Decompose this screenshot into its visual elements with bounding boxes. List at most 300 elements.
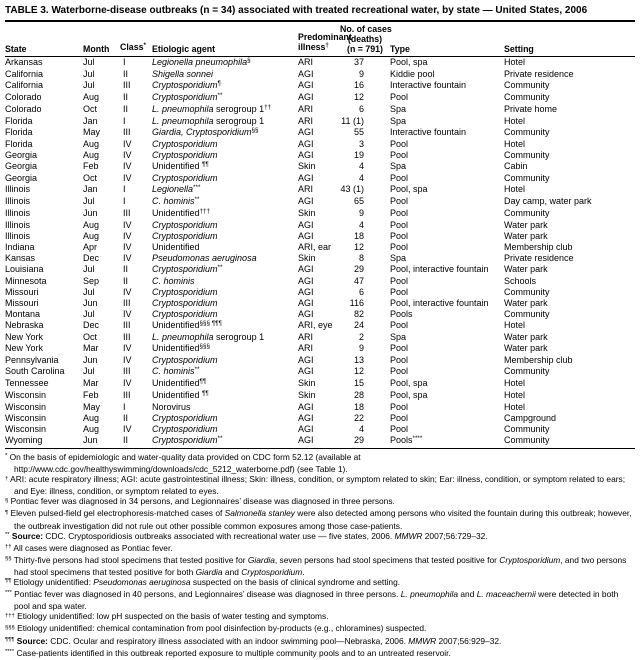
cell-class xyxy=(120,80,152,92)
text-segment: Dec xyxy=(83,253,100,263)
text-segment: 65 xyxy=(353,196,364,206)
text-segment: AGI xyxy=(298,173,314,183)
footnote xyxy=(5,611,635,623)
text-segment: Cryptosporidium xyxy=(152,298,218,308)
cell-class xyxy=(120,355,152,366)
column-header-type xyxy=(390,21,504,57)
text-segment: Pool xyxy=(390,139,409,149)
cell-illness xyxy=(298,92,340,104)
cell-month xyxy=(83,92,120,104)
cell-type xyxy=(390,80,504,92)
text-segment: Hotel xyxy=(504,139,526,149)
cell-state xyxy=(5,80,83,92)
text-segment: (deaths) xyxy=(347,34,383,44)
cell-state xyxy=(5,127,83,139)
footnote xyxy=(5,555,635,577)
text-segment: Cabin xyxy=(504,161,528,171)
text-segment: On the basis of epidemiologic and water-quality data provided on CDC form 52.12 (available at http://www.cdc.gov/healthyswimming/downloads/cdc_5212_waterborne.pdf) (see Table 1). xyxy=(9,452,361,475)
text-segment: ARI xyxy=(298,57,314,67)
cell-month xyxy=(83,231,120,242)
cell-setting xyxy=(504,80,635,92)
text-segment: Community xyxy=(504,309,550,319)
cell-month xyxy=(83,161,120,173)
text-segment: IV xyxy=(123,309,132,319)
cell-agent xyxy=(152,161,298,173)
cell-illness xyxy=(298,253,340,264)
cell-state xyxy=(5,332,83,343)
cell-month xyxy=(83,69,120,80)
cell-class xyxy=(120,253,152,264)
text-segment: CDC. Ocular and respiratory illness associated with an indoor swimming pool—Nebraska, 2006. xyxy=(47,635,409,646)
text-segment: Georgia xyxy=(5,161,38,171)
cell-type xyxy=(390,309,504,320)
cell-type xyxy=(390,435,504,449)
text-segment: Setting xyxy=(504,44,534,54)
cell-illness xyxy=(298,276,340,287)
text-segment: Unidentified xyxy=(152,390,203,400)
cell-cases xyxy=(340,104,390,116)
text-segment: California xyxy=(5,80,44,90)
cell-class xyxy=(120,309,152,320)
text-segment: Georgia xyxy=(5,173,38,183)
cell-month xyxy=(83,127,120,139)
cell-setting xyxy=(504,343,635,355)
text-segment: 2007;56:929–32. xyxy=(436,635,502,646)
cell-class xyxy=(120,69,152,80)
cell-month xyxy=(83,196,120,208)
cell-setting xyxy=(504,173,635,184)
text-segment: Apr xyxy=(83,242,98,252)
cell-class xyxy=(120,184,152,196)
cell-cases xyxy=(340,366,390,378)
cell-state xyxy=(5,116,83,127)
text-segment: Colorado xyxy=(5,104,42,114)
cell-state xyxy=(5,343,83,355)
cell-class xyxy=(120,276,152,287)
text-segment: Cryptosporidium xyxy=(152,92,218,102)
cell-agent xyxy=(152,80,298,92)
table-row xyxy=(5,366,635,378)
text-segment: †† xyxy=(264,104,272,112)
text-segment: ¶¶ xyxy=(199,378,207,386)
footnote-marker: §§ xyxy=(5,556,12,563)
text-segment: , and two persons had stool specimens that tested positive for both xyxy=(14,554,627,577)
text-segment: ¶ xyxy=(217,80,221,88)
text-segment: AGI xyxy=(298,276,314,286)
cell-cases xyxy=(340,320,390,332)
text-segment: AGI xyxy=(298,139,314,149)
text-segment: Day camp, water park xyxy=(504,196,592,206)
text-segment: Pool xyxy=(390,231,409,241)
cell-illness xyxy=(298,161,340,173)
cell-cases xyxy=(340,161,390,173)
text-segment: May xyxy=(83,402,101,412)
cell-illness xyxy=(298,220,340,231)
cell-month xyxy=(83,57,120,70)
text-segment: ** xyxy=(194,366,200,374)
text-segment: Etiologic agent xyxy=(152,44,216,54)
table-row xyxy=(5,287,635,298)
cell-illness xyxy=(298,264,340,276)
text-segment: 9 xyxy=(358,208,364,218)
text-segment: Community xyxy=(504,80,550,90)
cell-state xyxy=(5,298,83,309)
column-header-cases xyxy=(340,21,390,57)
cell-cases xyxy=(340,332,390,343)
cell-type xyxy=(390,69,504,80)
text-segment: ** xyxy=(217,264,223,272)
text-segment: Indiana xyxy=(5,242,35,252)
cell-agent xyxy=(152,208,298,220)
cell-cases xyxy=(340,150,390,161)
cell-class xyxy=(120,287,152,298)
cell-illness xyxy=(298,242,340,253)
cell-cases xyxy=(340,173,390,184)
text-segment: AGI xyxy=(298,196,314,206)
cell-setting xyxy=(504,92,635,104)
cell-setting xyxy=(504,231,635,242)
cell-illness xyxy=(298,139,340,150)
footnote-marker: *** xyxy=(5,590,12,597)
text-segment: Montana xyxy=(5,309,41,319)
cell-setting xyxy=(504,435,635,449)
text-segment: No. of cases xyxy=(340,24,392,34)
text-segment: MMWR xyxy=(394,530,423,541)
text-segment: Membership club xyxy=(504,242,573,252)
cell-class xyxy=(120,366,152,378)
text-segment: AGI xyxy=(298,150,314,160)
text-segment: IV xyxy=(123,220,132,230)
text-segment: I xyxy=(123,57,126,67)
text-segment: L. pneumophila xyxy=(400,589,459,600)
cell-cases xyxy=(340,298,390,309)
cell-month xyxy=(83,80,120,92)
cell-illness xyxy=(298,378,340,390)
text-segment: Community xyxy=(504,366,550,376)
table-row xyxy=(5,413,635,424)
text-segment: Jul xyxy=(83,309,95,319)
cell-cases xyxy=(340,390,390,402)
text-segment: Oct xyxy=(83,104,98,114)
text-segment: §§ xyxy=(251,127,259,135)
text-segment: Pool xyxy=(390,413,409,423)
footnote-marker: **** xyxy=(5,648,15,655)
text-segment: Interactive fountain xyxy=(390,80,467,90)
text-segment: C. hominis xyxy=(152,366,195,376)
cell-cases xyxy=(340,80,390,92)
text-segment: II xyxy=(123,264,129,274)
table-row xyxy=(5,424,635,435)
cell-month xyxy=(83,390,120,402)
cell-setting xyxy=(504,320,635,332)
text-segment: Pool, spa xyxy=(390,378,428,388)
table-row xyxy=(5,253,635,264)
text-segment: Jul xyxy=(83,196,95,206)
text-segment: Jun xyxy=(83,298,98,308)
text-segment: III xyxy=(123,320,131,330)
text-segment: L. pneumophila xyxy=(152,332,214,342)
text-segment: L. pneumophila xyxy=(152,116,214,126)
cell-state xyxy=(5,424,83,435)
text-segment: Unidentified xyxy=(152,161,203,171)
text-segment: Skin xyxy=(298,208,316,218)
text-segment: ¶¶ xyxy=(202,161,209,169)
text-segment: Pool xyxy=(390,424,409,434)
cell-type xyxy=(390,298,504,309)
cell-cases xyxy=(340,196,390,208)
header-line xyxy=(340,44,390,54)
header-line xyxy=(340,24,390,34)
text-segment: Giardia, Cryptosporidium xyxy=(152,127,252,137)
cell-month xyxy=(83,435,120,449)
text-segment: Month xyxy=(83,44,110,54)
column-header-class xyxy=(120,21,152,57)
text-segment: IV xyxy=(123,242,132,252)
cell-type xyxy=(390,402,504,413)
text-segment: §§§ xyxy=(199,343,211,351)
text-segment: Unidentified xyxy=(152,320,200,330)
text-segment: AGI xyxy=(298,127,314,137)
cell-agent xyxy=(152,150,298,161)
text-segment: Water park xyxy=(504,220,548,230)
text-segment: ARI xyxy=(298,116,314,126)
table-row xyxy=(5,231,635,242)
cell-agent xyxy=(152,173,298,184)
text-segment: Pool xyxy=(390,242,409,252)
text-segment: 24 xyxy=(353,320,364,330)
cell-agent xyxy=(152,309,298,320)
text-segment: Pool xyxy=(390,366,409,376)
cell-month xyxy=(83,173,120,184)
cell-cases xyxy=(340,92,390,104)
text-segment: Cryptosporidium xyxy=(152,287,218,297)
text-segment: Aug xyxy=(83,413,100,423)
table-body xyxy=(5,57,635,449)
cell-month xyxy=(83,139,120,150)
text-segment: IV xyxy=(123,150,132,160)
cell-agent xyxy=(152,424,298,435)
text-segment: Thirty-five persons had stool specimens that tested positive for xyxy=(13,554,248,565)
cell-month xyxy=(83,104,120,116)
text-segment: Jul xyxy=(83,69,95,79)
text-segment: Pool xyxy=(390,402,409,412)
text-segment: AGI xyxy=(298,402,314,412)
text-segment: Cryptosporidium xyxy=(152,231,218,241)
text-segment: ** xyxy=(217,435,223,443)
cell-agent xyxy=(152,320,298,332)
text-segment: II xyxy=(123,104,129,114)
text-segment: ††† xyxy=(199,208,211,216)
cell-class xyxy=(120,435,152,449)
text-segment: ARI: acute respiratory illness; AGI: acute gastrointestinal illness; Skin: illness, condition, or symptom related to skin; Ear: illness, condition, or symptom related to ears; and Eye: illness, condition, or symptom related to eyes. xyxy=(10,474,626,497)
footnote-marker: ** xyxy=(5,532,10,539)
text-segment: Pennsylvania xyxy=(5,355,59,365)
text-segment: 12 xyxy=(353,242,364,252)
cell-illness xyxy=(298,69,340,80)
text-segment: Cryptosporidium xyxy=(241,566,303,577)
cell-class xyxy=(120,231,152,242)
cell-month xyxy=(83,378,120,390)
cell-class xyxy=(120,413,152,424)
cell-type xyxy=(390,253,504,264)
text-segment: 116 xyxy=(349,298,364,308)
text-segment: IV xyxy=(123,343,132,353)
text-segment: suspected on the basis of clinical syndrome and setting. xyxy=(190,577,401,588)
text-segment: AGI xyxy=(298,309,314,319)
cell-type xyxy=(390,320,504,332)
cell-month xyxy=(83,332,120,343)
text-segment: Pool, spa xyxy=(390,57,428,67)
text-segment: New York xyxy=(5,343,44,353)
cell-cases xyxy=(340,276,390,287)
header-line xyxy=(83,44,120,54)
text-segment: I xyxy=(123,184,126,194)
text-segment: ¶¶ xyxy=(202,390,209,398)
cell-state xyxy=(5,355,83,366)
cell-agent xyxy=(152,264,298,276)
cell-month xyxy=(83,287,120,298)
cell-class xyxy=(120,127,152,139)
cell-agent xyxy=(152,69,298,80)
text-segment: Louisiana xyxy=(5,264,44,274)
text-segment: IV xyxy=(123,173,132,183)
table-row xyxy=(5,139,635,150)
text-segment: 47 xyxy=(353,276,364,286)
text-segment: Wisconsin xyxy=(5,424,47,434)
footnote-marker: §§§ xyxy=(5,624,15,631)
cell-type xyxy=(390,378,504,390)
text-segment: Community xyxy=(504,127,550,137)
text-segment: Pool xyxy=(390,173,409,183)
text-segment: Pseudomonas aeruginosa xyxy=(152,253,257,263)
cell-type xyxy=(390,413,504,424)
table-row xyxy=(5,173,635,184)
text-segment: Feb xyxy=(83,390,99,400)
text-segment: Illinois xyxy=(5,208,31,218)
cell-agent xyxy=(152,287,298,298)
cell-setting xyxy=(504,366,635,378)
footnote xyxy=(5,543,635,555)
cell-illness xyxy=(298,104,340,116)
text-segment: Aug xyxy=(83,220,100,230)
text-segment: 9 xyxy=(358,343,364,353)
cell-setting xyxy=(504,196,635,208)
text-segment: Illinois xyxy=(5,231,31,241)
text-segment: Illinois xyxy=(5,184,31,194)
text-segment: Cryptosporidium xyxy=(152,139,218,149)
text-segment: Jul xyxy=(83,366,95,376)
text-segment: § xyxy=(247,57,251,65)
cell-agent xyxy=(152,242,298,253)
cell-cases xyxy=(340,424,390,435)
text-segment: III xyxy=(123,366,131,376)
text-segment: Oct xyxy=(83,332,98,342)
table-row xyxy=(5,196,635,208)
text-segment: Campground xyxy=(504,413,557,423)
text-segment: California xyxy=(5,69,44,79)
text-segment: Water park xyxy=(504,231,548,241)
cell-state xyxy=(5,196,83,208)
footnote xyxy=(5,496,635,508)
cell-type xyxy=(390,366,504,378)
cell-agent xyxy=(152,116,298,127)
cell-agent xyxy=(152,298,298,309)
cell-month xyxy=(83,253,120,264)
cell-cases xyxy=(340,220,390,231)
text-segment: I xyxy=(123,402,126,412)
text-segment: Hotel xyxy=(504,57,526,67)
text-segment: South Carolina xyxy=(5,366,65,376)
cell-state xyxy=(5,57,83,70)
cell-cases xyxy=(340,184,390,196)
text-segment: CDC. Cryptosporidiosis outbreaks associated with recreational water use — five states, 2006. xyxy=(43,530,395,541)
text-segment: Cryptosporidium xyxy=(152,264,218,274)
cell-agent xyxy=(152,139,298,150)
cell-class xyxy=(120,196,152,208)
cell-setting xyxy=(504,355,635,366)
cell-state xyxy=(5,220,83,231)
text-segment: Pool xyxy=(390,287,409,297)
text-segment: **** xyxy=(412,435,423,443)
text-segment: 2 xyxy=(358,332,364,342)
text-segment: Private residence xyxy=(504,69,574,79)
table-row xyxy=(5,332,635,343)
text-segment: Cryptosporidium xyxy=(152,355,218,365)
text-segment: AGI xyxy=(298,264,314,274)
cell-setting xyxy=(504,127,635,139)
text-segment: Pool, interactive fountain xyxy=(390,264,489,274)
table-row xyxy=(5,320,635,332)
text-segment: Florida xyxy=(5,139,33,149)
text-segment: 6 xyxy=(358,287,364,297)
cell-setting xyxy=(504,253,635,264)
text-segment: Mar xyxy=(83,378,99,388)
text-segment: ** xyxy=(217,92,223,100)
text-segment: II xyxy=(123,435,129,445)
footnote-marker: †† xyxy=(5,544,12,551)
text-segment: IV xyxy=(123,161,132,171)
cell-type xyxy=(390,231,504,242)
cell-cases xyxy=(340,402,390,413)
cell-state xyxy=(5,320,83,332)
text-segment: . xyxy=(302,566,305,577)
table-row xyxy=(5,161,635,173)
text-segment: Giardia xyxy=(195,566,223,577)
header-line xyxy=(390,44,504,54)
cell-type xyxy=(390,220,504,231)
cell-agent xyxy=(152,413,298,424)
cell-setting xyxy=(504,184,635,196)
text-segment: 8 xyxy=(358,253,364,263)
text-segment: I xyxy=(123,116,126,126)
cell-agent xyxy=(152,343,298,355)
cell-cases xyxy=(340,309,390,320)
cell-illness xyxy=(298,298,340,309)
footnote xyxy=(5,648,635,660)
cell-state xyxy=(5,242,83,253)
cell-illness xyxy=(298,435,340,449)
cell-illness xyxy=(298,343,340,355)
cell-cases xyxy=(340,116,390,127)
text-segment: Skin xyxy=(298,253,316,263)
text-segment: Pools xyxy=(390,435,413,445)
cell-state xyxy=(5,309,83,320)
text-segment: Community xyxy=(504,424,550,434)
cell-type xyxy=(390,355,504,366)
text-segment: Wyoming xyxy=(5,435,43,445)
text-segment: were detected in both pool and spa water. xyxy=(14,589,619,612)
cell-illness xyxy=(298,332,340,343)
